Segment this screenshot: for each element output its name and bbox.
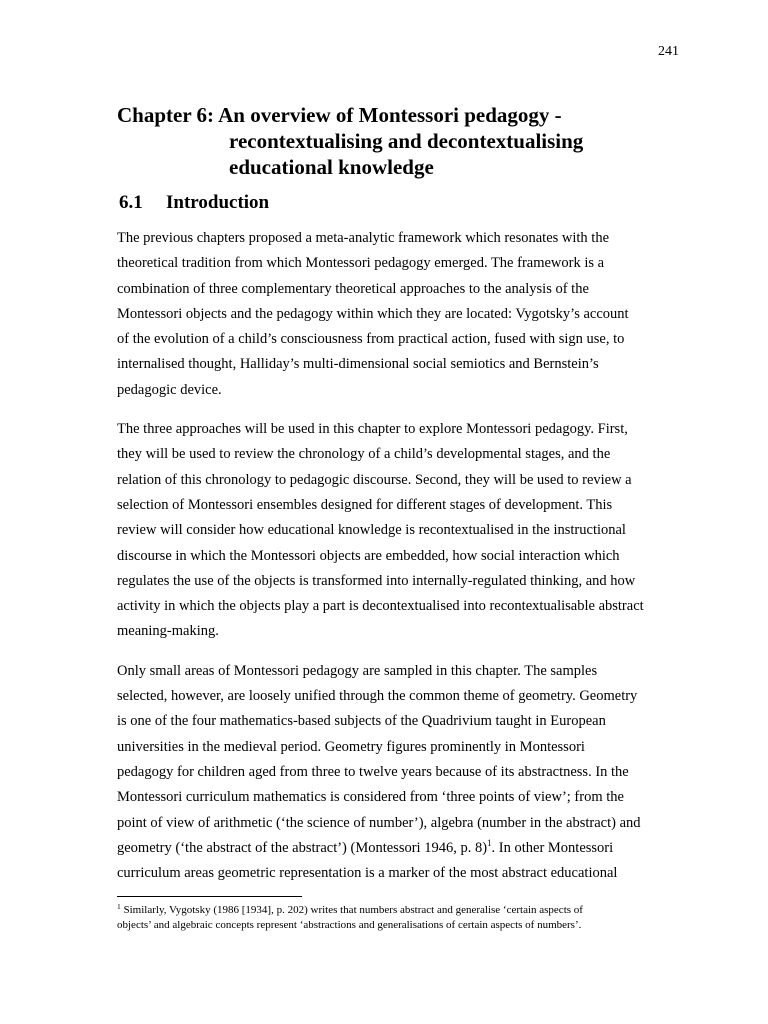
text-line: curriculum areas geometric representation is a marker of the most abstract educational [117, 865, 618, 882]
text-line: pedagogic device. [117, 381, 222, 398]
footnote-separator [117, 896, 302, 897]
paragraph [117, 226, 677, 403]
text-line: point of view of arithmetic (‘the science of number’), algebra (number in the abstract) and [117, 814, 641, 831]
text-line: The previous chapters proposed a meta-analytic framework which resonates with the [117, 230, 610, 246]
text-line: theoretical tradition from which Montessori pedagogy emerged. The framework is a [117, 255, 605, 272]
text-line: review will consider how educational knowledge is recontextualised in the instructional [117, 522, 626, 539]
paragraph [117, 659, 677, 887]
text-line: relation of this chronology to pedagogic discourse. Second, they will be used to review a [117, 471, 632, 488]
text-line: internalised thought, Halliday’s multi-dimensional social semiotics and Bernstein’s [117, 356, 599, 373]
paragraph [117, 417, 677, 645]
footnote-reference[interactable]: 1 [487, 837, 492, 848]
text-line: meaning-making. [117, 623, 219, 640]
chapter-title-line: educational knowledge [229, 155, 434, 179]
text-line: Only small areas of Montessori pedagogy are sampled in this chapter. The samples [117, 662, 598, 679]
chapter-title-line: Chapter 6: An overview of Montessori pedagogy - [117, 103, 562, 127]
footnotes [117, 903, 677, 933]
section-heading [119, 191, 269, 215]
text-line: Montessori objects and the pedagogy within which they are located: Vygotsky’s account [117, 305, 629, 322]
footnote-line: objects’ and algebraic concepts represent ‘abstractions and generalisations of certain aspects of numbers’. [117, 919, 582, 931]
text-line: discourse in which the Montessori objects are embedded, how social interaction which [117, 547, 620, 564]
text-line: of the evolution of a child’s consciousness from practical action, fused with sign use, to [117, 331, 625, 348]
section-title: Introduction [166, 192, 270, 213]
text-line: selection of Montessori ensembles designed for different stages of development. This [117, 496, 613, 513]
body-text [117, 226, 677, 900]
text-line: they will be used to review the chronology of a child’s developmental stages, and the [117, 446, 611, 463]
text-line-with-footnote-ref [117, 836, 677, 861]
text-line: regulates the use of the objects is transformed into internally-regulated thinking, and how [117, 572, 636, 589]
page-number: 241 [658, 44, 679, 59]
section-number: 6.1 [119, 192, 143, 213]
text-line: is one of the four mathematics-based subjects of the Quadrivium taught in European [117, 713, 606, 730]
text-fragment: geometry (‘the abstract of the abstract’) (Montessori 1946, p. 8) [117, 839, 488, 856]
text-line: Montessori curriculum mathematics is considered from ‘three points of view’; from the [117, 789, 624, 806]
text-fragment: . In other Montessori [491, 839, 614, 856]
footnote-marker: 1 [117, 902, 121, 911]
text-line: activity in which the objects play a part is decontextualised into recontextualisable abstract [117, 598, 644, 615]
text-line: pedagogy for children aged from three to twelve years because of its abstractness. In the [117, 763, 629, 780]
footnote-text: Similarly, Vygotsky (1986 [1934], p. 202) writes that numbers abstract and generalise ‘certain aspects of [120, 904, 583, 916]
footnote [117, 903, 677, 933]
chapter-title-line: recontextualising and decontextualising [229, 129, 584, 153]
chapter-title [117, 102, 697, 180]
footnote-line [117, 903, 677, 918]
text-line: combination of three complementary theoretical approaches to the analysis of the [117, 280, 589, 297]
text-line: universities in the medieval period. Geometry figures prominently in Montessori [117, 738, 585, 755]
text-line: The three approaches will be used in this chapter to explore Montessori pedagogy. First, [117, 421, 628, 438]
text-line: selected, however, are loosely unified through the common theme of geometry. Geometry [117, 688, 638, 705]
